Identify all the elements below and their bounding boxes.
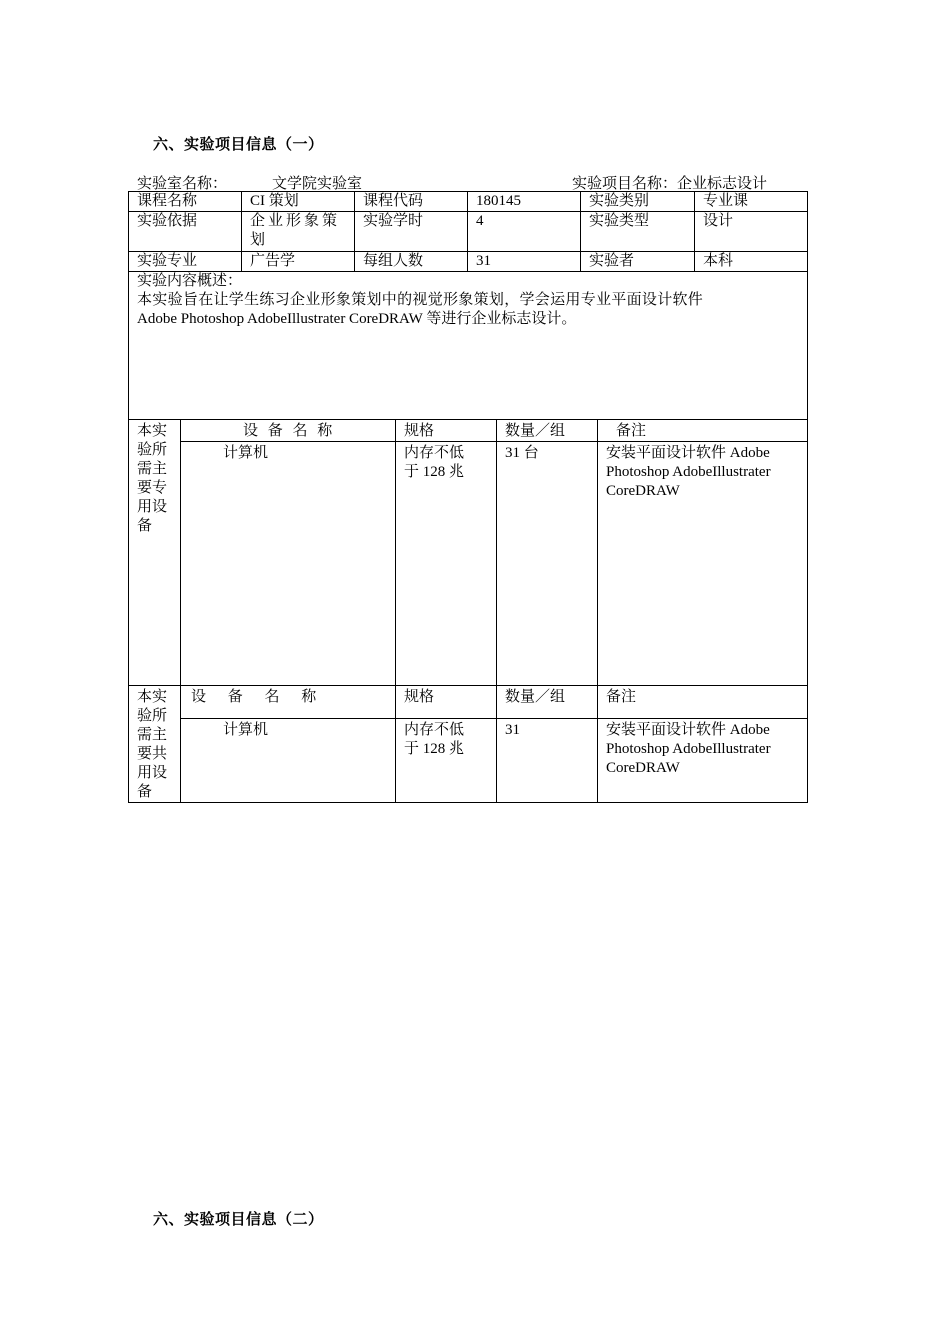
summary-label: 实验内容概述： bbox=[137, 273, 243, 289]
shared-col-note: 备注 bbox=[598, 686, 808, 719]
project-info-table bbox=[128, 191, 808, 420]
hours-label: 实验学时 bbox=[355, 212, 468, 252]
shared-col-qty: 数量／组 bbox=[497, 686, 598, 719]
shared-col-name: 设 备 名 称 bbox=[181, 686, 396, 719]
lab-name-label: 实验室名称： bbox=[137, 176, 228, 192]
shared-side-label: 本实验所需主要共用设备 bbox=[129, 686, 181, 803]
basis-label: 实验依据 bbox=[129, 212, 242, 252]
course-code: 180145 bbox=[468, 192, 581, 212]
section-heading-1: 六、实验项目信息（一） bbox=[153, 137, 324, 153]
special-header-row bbox=[129, 420, 808, 442]
project-name: 实验项目名称：企业标志设计 bbox=[572, 176, 768, 192]
summary-line-2: Adobe Photoshop AdobeIllustrater CoreDRAW 等进行企业标志设计。 bbox=[137, 311, 577, 327]
special-equipment-qty: 31 台 bbox=[497, 442, 598, 686]
group-size-label: 每组人数 bbox=[355, 252, 468, 272]
course-code-label: 课程代码 bbox=[355, 192, 468, 212]
category: 专业课 bbox=[695, 192, 808, 212]
shared-header-row bbox=[129, 686, 808, 719]
shared-equipment-note: 安装平面设计软件 Adobe Photoshop AdobeIllustrater CoreDRAW bbox=[598, 718, 808, 802]
special-col-name: 设 备 名 称 bbox=[181, 420, 396, 442]
course-name-label: 课程名称 bbox=[129, 192, 242, 212]
experimenter: 本科 bbox=[695, 252, 808, 272]
shared-col-spec: 规格 bbox=[396, 686, 497, 719]
info-row-2 bbox=[129, 212, 808, 252]
special-equipment-table bbox=[128, 419, 808, 686]
special-equipment-spec: 内存不低于 128 兆 bbox=[396, 442, 497, 686]
special-data-row bbox=[129, 442, 808, 686]
lab-name-value: 文学院实验室 bbox=[272, 176, 363, 192]
special-col-note: 备注 bbox=[598, 420, 808, 442]
category-label: 实验类别 bbox=[581, 192, 695, 212]
special-col-spec: 规格 bbox=[396, 420, 497, 442]
info-row-1 bbox=[129, 192, 808, 212]
info-row-3 bbox=[129, 252, 808, 272]
special-col-qty: 数量／组 bbox=[497, 420, 598, 442]
group-size: 31 bbox=[468, 252, 581, 272]
type: 设计 bbox=[695, 212, 808, 252]
special-side-label: 本实验所需主要专用设备 bbox=[129, 420, 181, 686]
course-name: CI 策划 bbox=[242, 192, 355, 212]
special-equipment-note: 安装平面设计软件 Adobe Photoshop AdobeIllustrater CoreDRAW bbox=[598, 442, 808, 686]
major: 广告学 bbox=[242, 252, 355, 272]
section-heading-2: 六、实验项目信息（二） bbox=[153, 1212, 324, 1228]
shared-equipment-qty: 31 bbox=[497, 718, 598, 802]
experimenter-label: 实验者 bbox=[581, 252, 695, 272]
major-label: 实验专业 bbox=[129, 252, 242, 272]
shared-equipment-table bbox=[128, 685, 808, 803]
type-label: 实验类型 bbox=[581, 212, 695, 252]
hours: 4 bbox=[468, 212, 581, 252]
summary-line-1: 本实验旨在让学生练习企业形象策划中的视觉形象策划，学会运用专业平面设计软件 bbox=[137, 292, 704, 308]
shared-equipment-name: 计算机 bbox=[181, 718, 396, 802]
shared-equipment-spec: 内存不低于 128 兆 bbox=[396, 718, 497, 802]
shared-data-row bbox=[129, 718, 808, 802]
special-equipment-name: 计算机 bbox=[181, 442, 396, 686]
summary-row bbox=[129, 272, 808, 420]
basis: 企业形象策划 bbox=[242, 212, 355, 252]
